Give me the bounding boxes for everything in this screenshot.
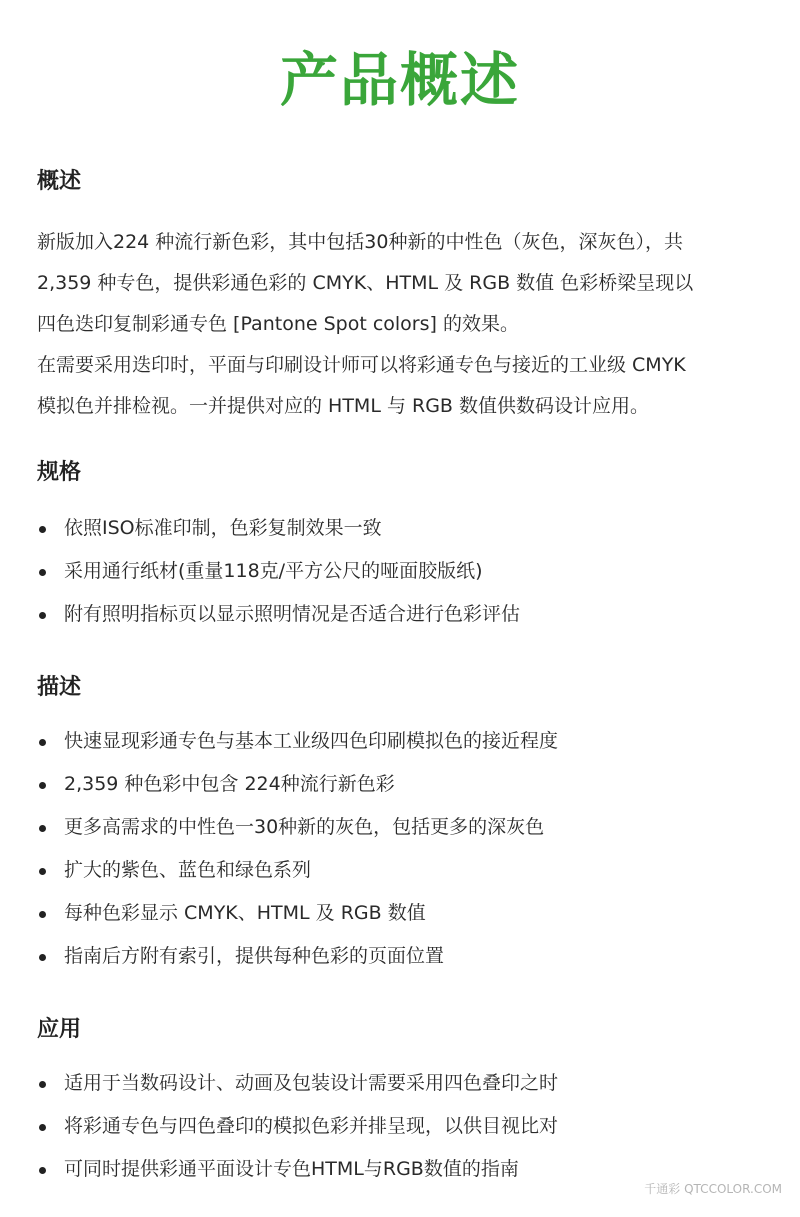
bullet-icon bbox=[39, 526, 46, 533]
list-item bbox=[37, 507, 782, 550]
overview-line: 模拟色并排检视。一并提供对应的 HTML 与 RGB 数值供数码设计应用。 bbox=[37, 395, 649, 417]
list-item-text: 指南后方附有索引，提供每种色彩的页面位置 bbox=[64, 945, 445, 967]
list-item-text: 更多高需求的中性色一30种新的灰色，包括更多的深灰色 bbox=[64, 816, 545, 838]
list-item-text: 附有照明指标页以显示照明情况是否适合进行色彩评估 bbox=[64, 603, 521, 625]
list-item bbox=[37, 935, 782, 978]
overview-line: 新版加入224 种流行新色彩，其中包括30种新的中性色（灰色，深灰色），共 bbox=[37, 231, 683, 253]
list-item-text: 可同时提供彩通平面设计专色HTML与RGB数值的指南 bbox=[64, 1158, 519, 1180]
list-item bbox=[37, 1105, 782, 1148]
list-item bbox=[37, 550, 782, 593]
list-item-text: 采用通行纸材(重量118克/平方公尺的哑面胶版纸) bbox=[64, 560, 483, 582]
list-item bbox=[37, 892, 782, 935]
bullet-icon bbox=[39, 612, 46, 619]
list-item-text: 快速显现彩通专色与基本工业级四色印刷模拟色的接近程度 bbox=[64, 730, 559, 752]
bullet-icon bbox=[39, 825, 46, 832]
bullet-icon bbox=[39, 954, 46, 961]
bullet-icon bbox=[39, 911, 46, 918]
specs-list bbox=[37, 507, 782, 636]
list-item bbox=[37, 1062, 782, 1105]
page-title: 产品概述 bbox=[279, 46, 520, 114]
bullet-icon bbox=[39, 1167, 46, 1174]
bullet-icon bbox=[39, 1124, 46, 1131]
overview-line: 2,359 种专色，提供彩通色彩的 CMYK、HTML 及 RGB 数值 色彩桥梁呈现以 bbox=[37, 272, 694, 294]
bullet-icon bbox=[39, 739, 46, 746]
list-item-text: 每种色彩显示 CMYK、HTML 及 RGB 数值 bbox=[64, 902, 426, 924]
section-heading-applications: 应用 bbox=[37, 1017, 82, 1042]
list-item bbox=[37, 849, 782, 892]
watermark: 千通彩 QTCCOLOR.COM bbox=[644, 1182, 782, 1196]
list-item bbox=[37, 593, 782, 636]
section-heading-specs: 规格 bbox=[37, 460, 82, 485]
applications-list bbox=[37, 1062, 782, 1191]
section-heading-description: 描述 bbox=[37, 675, 82, 700]
list-item-text: 2,359 种色彩中包含 224种流行新色彩 bbox=[64, 773, 395, 795]
overview-line: 在需要采用迭印时，平面与印刷设计师可以将彩通专色与接近的工业级 CMYK bbox=[37, 354, 686, 376]
list-item-text: 适用于当数码设计、动画及包装设计需要采用四色叠印之时 bbox=[64, 1072, 559, 1094]
list-item bbox=[37, 720, 782, 763]
overview-paragraph bbox=[37, 222, 782, 427]
bullet-icon bbox=[39, 868, 46, 875]
bullet-icon bbox=[39, 782, 46, 789]
section-heading-overview: 概述 bbox=[37, 169, 82, 194]
list-item bbox=[37, 806, 782, 849]
list-item-text: 将彩通专色与四色叠印的模拟色彩并排呈现，以供目视比对 bbox=[64, 1115, 559, 1137]
list-item-text: 扩大的紫色、蓝色和绿色系列 bbox=[64, 859, 312, 881]
overview-line: 四色迭印复制彩通专色 [Pantone Spot colors] 的效果。 bbox=[37, 313, 519, 335]
bullet-icon bbox=[39, 569, 46, 576]
description-list bbox=[37, 720, 782, 978]
bullet-icon bbox=[39, 1081, 46, 1088]
list-item bbox=[37, 763, 782, 806]
list-item-text: 依照ISO标准印制，色彩复制效果一致 bbox=[64, 517, 382, 539]
